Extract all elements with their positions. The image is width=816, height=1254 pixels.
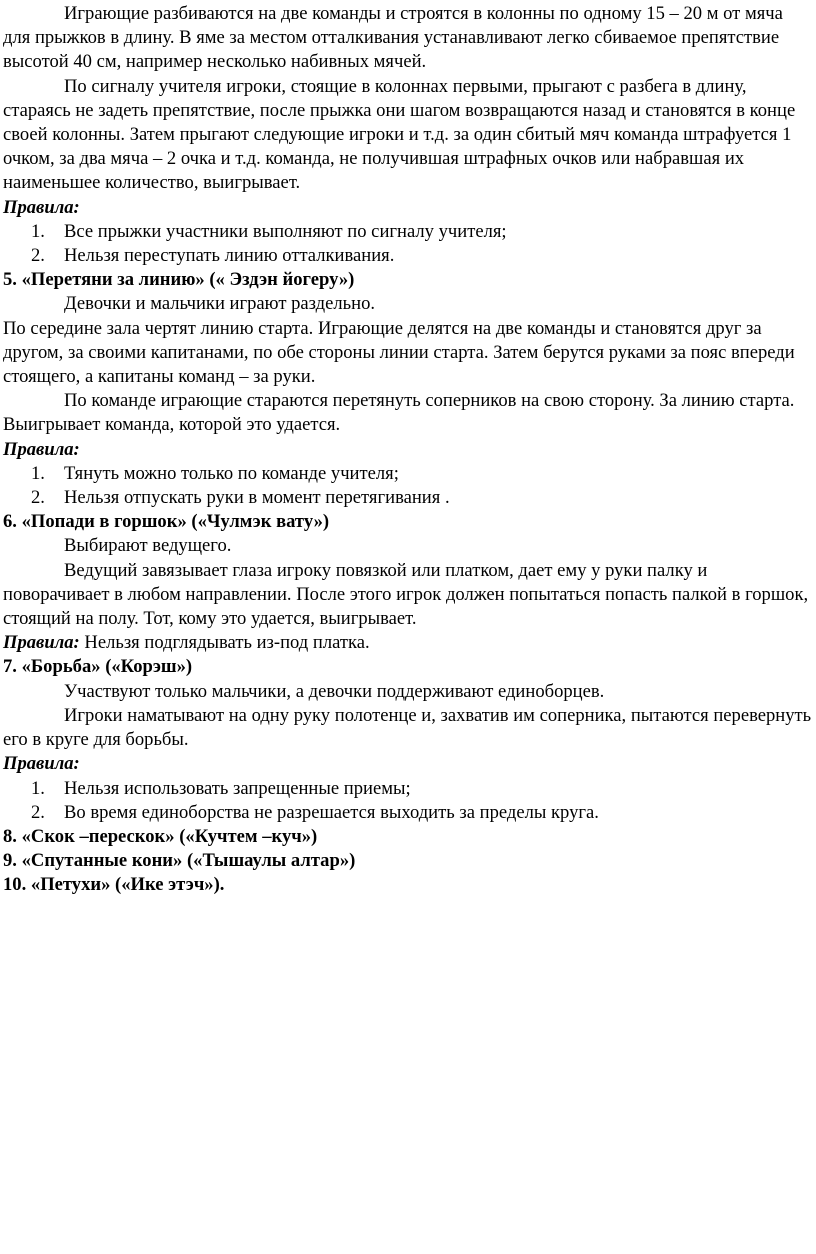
rules-text: Нельзя подглядывать из-под платка. xyxy=(79,632,370,654)
list-number: 2. xyxy=(31,487,45,509)
list-item xyxy=(3,220,812,244)
section-heading: 6. «Попади в горшок» («Чулмэк вату») xyxy=(3,511,330,533)
rules-label: Правила: xyxy=(3,632,80,654)
list-item-text: Во время единоборства не разрешается выходить за пределы круга. xyxy=(64,801,599,823)
paragraph: Игроки наматывают на одну руку полотенце и, захватив им соперника, пытаются перевернуть его в круге для борьбы. xyxy=(3,704,812,751)
paragraph: Участвуют только мальчики, а девочки поддерживают единоборцев. xyxy=(64,680,605,702)
section-heading: 5. «Перетяни за линию» (« Эздэн йогеру») xyxy=(3,269,355,291)
list-item xyxy=(3,777,812,801)
list-item-text: Нельзя переступать линию отталкивания. xyxy=(64,245,395,267)
list-item-text: Тянуть можно только по команде учителя; xyxy=(64,462,399,484)
list-item xyxy=(3,244,812,268)
rules-label: Правила: xyxy=(3,196,80,218)
list-item-text: Все прыжки участники выполняют по сигналу учителя; xyxy=(64,220,507,242)
rules-line xyxy=(3,631,812,655)
rules-label: Правила: xyxy=(3,438,80,460)
rules-list xyxy=(3,220,812,268)
section-heading: 10. «Петухи» («Ике этэч»). xyxy=(3,874,225,896)
rules-list xyxy=(3,462,812,510)
section-heading: 7. «Борьба» («Корэш») xyxy=(3,656,193,678)
section-heading: 9. «Спутанные кони» («Тышаулы алтар») xyxy=(3,850,356,872)
paragraph: По сигналу учителя игроки, стоящие в колоннах первыми, прыгают с разбега в длину, стараясь не задеть препятствие, после прыжка они шагом возвращаются назад и становятся в конце своей колонны. Затем прыгают следующие игроки и т.д. за один сбитый мяч команда штрафуется 1 очком, за два мяча – 2 очка и т.д. команда, не получившая штрафных очков или набравшая их наименьшее количество, выигрывает. xyxy=(3,75,796,194)
list-item xyxy=(3,801,812,825)
list-number: 1. xyxy=(31,220,45,242)
list-item xyxy=(3,486,812,510)
list-number: 1. xyxy=(31,462,45,484)
paragraph: Играющие разбиваются на две команды и строятся в колонны по одному 15 – 20 м от мяча для прыжков в длину. В яме за местом отталкивания устанавливают легко сбиваемое препятствие высотой 40 см, например несколько набивных мячей. xyxy=(3,3,783,73)
list-number: 2. xyxy=(31,801,45,823)
rules-list xyxy=(3,777,812,825)
list-number: 1. xyxy=(31,777,45,799)
paragraph: Девочки и мальчики играют раздельно. xyxy=(64,293,376,315)
paragraph: Ведущий завязывает глаза игроку повязкой или платком, дает ему у руки палку и поворачивает в любом направлении. После этого игрок должен попытаться попасть палкой в горшок, стоящий на полу. Тот, кому это удается, выигрывает. xyxy=(3,559,809,630)
section-heading: 8. «Скок –перескок» («Кучтем –куч») xyxy=(3,825,318,847)
paragraph: Выбирают ведущего. xyxy=(64,535,232,557)
paragraph: По команде играющие стараются перетянуть соперников на свою сторону. За линию старта. Выигрывает команда, которой это удается. xyxy=(3,390,795,436)
list-item-text: Нельзя отпускать руки в момент перетягивания . xyxy=(64,487,450,509)
paragraph: По середине зала чертят линию старта. Играющие делятся на две команды и становятся друг за другом, за своими капитанами, по обе стороны линии старта. Затем берутся руками за пояс впереди стоящего, а капитаны команд – за руки. xyxy=(3,317,795,388)
list-item xyxy=(3,462,812,486)
list-item-text: Нельзя использовать запрещенные приемы; xyxy=(64,777,411,799)
rules-label: Правила: xyxy=(3,753,80,775)
list-number: 2. xyxy=(31,245,45,267)
